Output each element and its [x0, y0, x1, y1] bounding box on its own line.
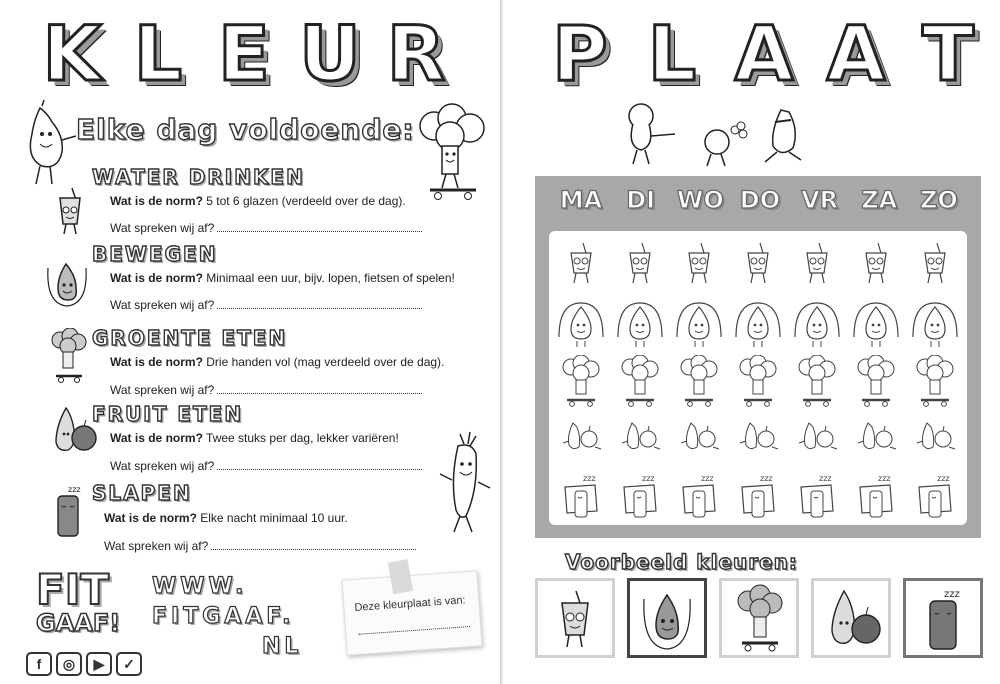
svg-text:zzz: zzz [944, 589, 960, 600]
svg-text:zzz: zzz [760, 474, 773, 483]
instagram-icon[interactable]: ◎ [56, 652, 82, 676]
jump-rope-pear-icon[interactable] [909, 297, 961, 349]
twitter-icon[interactable]: ✓ [116, 652, 142, 676]
tape-decoration [388, 559, 413, 594]
day-label: ZA [861, 186, 898, 214]
item-agree-slapen[interactable]: Wat spreken wij af? [104, 539, 416, 553]
title-plaat [543, 9, 985, 98]
title-letter: R [386, 9, 446, 98]
day-header-row [555, 186, 965, 214]
note-label: Deze kleurplaat is van: [354, 594, 466, 614]
carrot-character-icon [436, 430, 496, 534]
broccoli-skateboard-icon[interactable] [614, 355, 666, 407]
water-glass-icon [52, 186, 88, 236]
svg-text:zzz: zzz [642, 474, 655, 483]
item-norm-slapen: Wat is de norm? Elke nacht minimaal 10 uur. [104, 511, 348, 525]
water-glass-icon[interactable] [673, 239, 725, 291]
title-letter: A [734, 9, 794, 98]
item-title-fruit: FRUIT ETEN [92, 402, 244, 426]
jump-rope-pear-icon[interactable] [673, 297, 725, 349]
item-norm-bewegen: Wat is de norm? Minimaal een uur, bijv. lopen, fietsen of spelen! [110, 271, 455, 285]
week-grid [535, 176, 981, 538]
title-letter: P [552, 9, 608, 98]
water-glass-icon[interactable] [791, 239, 843, 291]
jump-rope-pear-icon[interactable] [850, 297, 902, 349]
social-icons [26, 652, 142, 676]
day-label: ZO [920, 186, 958, 214]
sleeping-vegetable-icon[interactable] [732, 471, 784, 523]
fruit-duo-icon[interactable] [850, 413, 902, 465]
title-letter: K [42, 9, 102, 98]
title-letter: U [299, 9, 361, 98]
water-glass-icon[interactable] [555, 239, 607, 291]
website-line: FITGAAF. [152, 604, 295, 629]
title-letter: A [826, 9, 886, 98]
jump-rope-pear-icon[interactable] [732, 297, 784, 349]
broccoli-skateboard-icon[interactable] [555, 355, 607, 407]
water-glass-icon[interactable] [909, 239, 961, 291]
jump-rope-pear-icon[interactable] [555, 297, 607, 349]
item-title-bewegen: BEWEGEN [92, 242, 218, 266]
broccoli-skateboard-icon[interactable] [791, 355, 843, 407]
jump-rope-pear-icon[interactable] [791, 297, 843, 349]
broccoli-skateboard-icon[interactable] [673, 355, 725, 407]
example-swatch-sleeping [903, 578, 983, 658]
example-swatch-fruit [811, 578, 891, 658]
sleeping-vegetable-icon[interactable] [673, 471, 725, 523]
sleeping-vegetable-icon[interactable] [614, 471, 666, 523]
fruit-duo-icon[interactable] [673, 413, 725, 465]
jump-rope-pear-icon [44, 258, 90, 308]
title-kleur [38, 9, 450, 98]
item-agree-fruit[interactable]: Wat spreken wij af? [110, 459, 422, 473]
broccoli-skateboard-icon[interactable] [850, 355, 902, 407]
item-agree-water[interactable]: Wat spreken wij af? [110, 221, 422, 235]
fruit-duo-icon[interactable] [791, 413, 843, 465]
item-norm-fruit: Wat is de norm? Twee stuks per dag, lekker variëren! [110, 431, 399, 445]
fruit-duo-icon[interactable] [614, 413, 666, 465]
fruit-duo-icon[interactable] [732, 413, 784, 465]
example-swatch-jump-rope [627, 578, 707, 658]
website-line: WWW. [152, 574, 248, 599]
svg-text:zzz: zzz [878, 474, 891, 483]
broccoli-skateboard-icon[interactable] [732, 355, 784, 407]
grid-cells [549, 231, 967, 525]
water-glass-icon[interactable] [732, 239, 784, 291]
website-line: NL [262, 634, 303, 659]
sleeping-vegetable-icon[interactable] [850, 471, 902, 523]
item-title-water: WATER DRINKEN [92, 165, 305, 189]
title-letter: L [647, 9, 697, 98]
fruit-duo-icon[interactable] [909, 413, 961, 465]
subheading: Elke dag voldoende: [76, 113, 415, 146]
website-link[interactable] [152, 572, 302, 662]
example-heading: Voorbeeld kleuren: [565, 550, 798, 574]
jump-rope-pear-icon[interactable] [614, 297, 666, 349]
water-glass-icon[interactable] [614, 239, 666, 291]
day-label: DI [626, 186, 656, 214]
facebook-icon[interactable]: f [26, 652, 52, 676]
svg-text:zzz: zzz [819, 474, 832, 483]
item-norm-groente: Wat is de norm? Drie handen vol (mag verdeeld over de dag). [110, 355, 445, 369]
right-page [503, 0, 1000, 684]
logo-gaaf-text: GAAF! [36, 609, 121, 637]
item-title-groente: GROENTE ETEN [92, 326, 288, 350]
sleeping-vegetable-icon[interactable] [909, 471, 961, 523]
item-agree-groente[interactable]: Wat spreken wij af? [110, 383, 422, 397]
svg-text:zzz: zzz [68, 485, 81, 494]
svg-text:zzz: zzz [701, 474, 714, 483]
example-swatch-broccoli [719, 578, 799, 658]
item-agree-bewegen[interactable]: Wat spreken wij af? [110, 298, 422, 312]
youtube-icon[interactable]: ▶ [86, 652, 112, 676]
svg-text:zzz: zzz [937, 474, 950, 483]
title-letter: L [133, 9, 183, 98]
broccoli-icon [48, 328, 88, 384]
svg-text:zzz: zzz [583, 474, 596, 483]
day-label: WO [676, 186, 724, 214]
logo-fit-text: FIT [36, 565, 109, 614]
day-label: MA [559, 186, 603, 214]
title-letter: T [922, 9, 974, 98]
name-line[interactable] [358, 626, 470, 635]
fruit-duo-icon[interactable] [555, 413, 607, 465]
item-norm-water: Wat is de norm? 5 tot 6 glazen (verdeeld over de dag). [110, 194, 406, 208]
broccoli-skateboard-icon [412, 102, 490, 206]
broccoli-skateboard-icon[interactable] [909, 355, 961, 407]
fitgaaf-logo [36, 565, 121, 637]
example-swatch-water [535, 578, 615, 658]
pear-character-icon [18, 100, 78, 190]
name-note [342, 570, 483, 655]
sleeping-vegetable-icon[interactable] [791, 471, 843, 523]
water-glass-icon[interactable] [850, 239, 902, 291]
title-letter: E [218, 9, 270, 98]
sleeping-vegetable-icon [48, 482, 88, 540]
day-label: DO [739, 186, 781, 214]
day-label: VR [801, 186, 839, 214]
running-characters-icon [621, 100, 821, 170]
sleeping-vegetable-icon[interactable] [555, 471, 607, 523]
item-title-slapen: SLAPEN [92, 481, 192, 505]
